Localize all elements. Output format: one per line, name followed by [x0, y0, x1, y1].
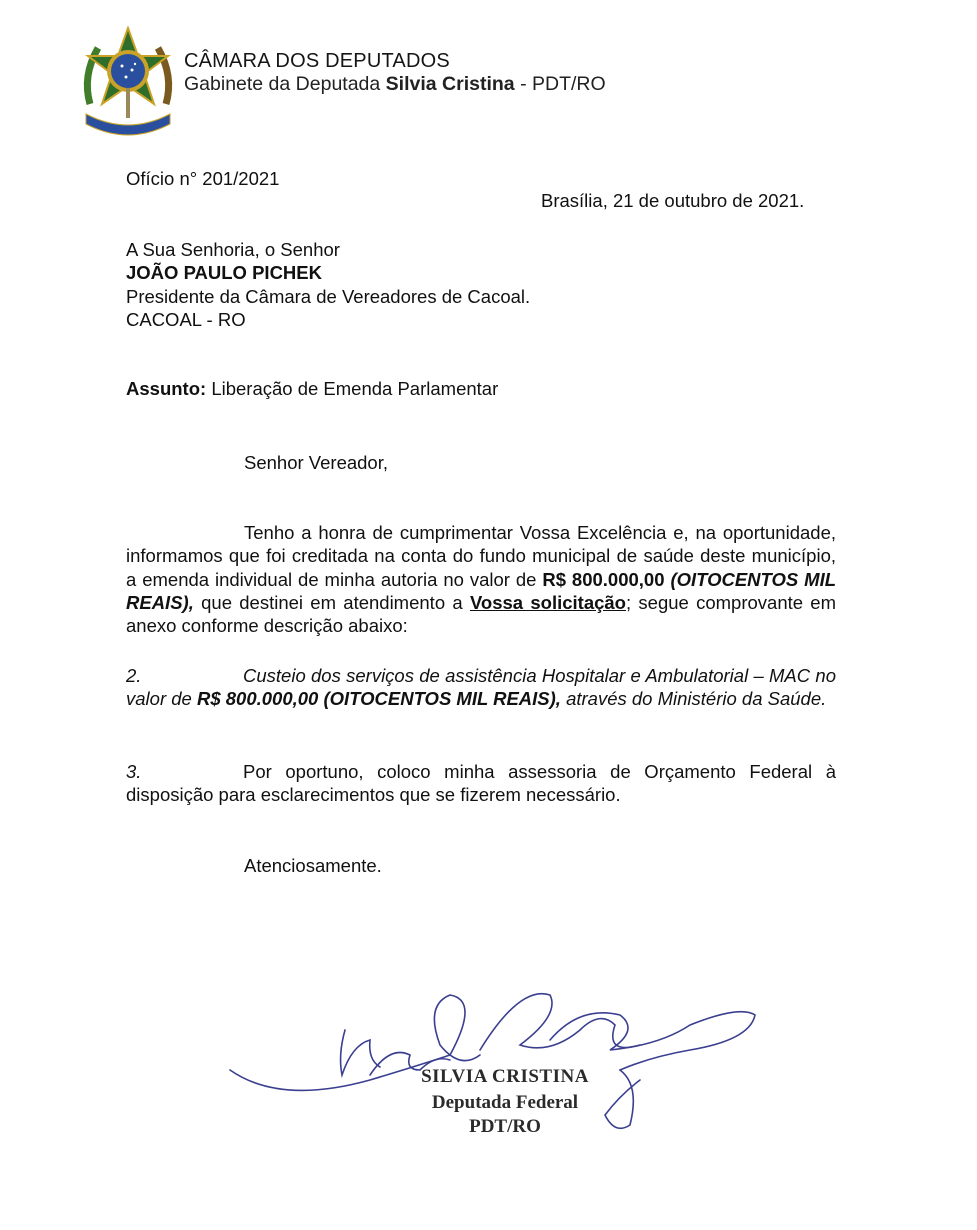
item-2-text-start: Custeio dos serviços de assistência Hospitalar e Ambulatorial – MAC no valor de	[126, 665, 836, 710]
signatory-role: Deputada Federal	[431, 1092, 579, 1113]
subject-line	[126, 377, 498, 400]
item-3	[126, 760, 836, 807]
chamber-title: CÂMARA DOS DEPUTADOS	[184, 50, 450, 72]
p1-middle: que destinei em atendimento a	[201, 591, 463, 613]
signatory-party: PDT/RO	[469, 1116, 541, 1137]
party-suffix: - PDT/RO	[520, 73, 606, 95]
item-2-number: 2.	[126, 665, 142, 686]
body-paragraph	[126, 521, 836, 637]
item-3-text: Por oportuno, coloco minha assessoria de Orçamento Federal à disposição para esclarecimentos que se fizerem necessário.	[126, 761, 836, 806]
p1-end: ; segue comprovante em anexo conforme descrição abaixo:	[126, 591, 837, 637]
brazil-coat-of-arms-icon	[78, 26, 178, 138]
item-2	[126, 664, 836, 711]
signatory-name: SILVIA CRISTINA	[421, 1066, 589, 1087]
p1-start: Tenho a honra de cumprimentar Vossa Excelência e, na oportunidade, informamos que foi creditada na conta do fundo municipal de saúde deste município, a emenda individual de minha autoria no valor de	[126, 522, 836, 590]
p1-amount-words: (OITOCENTOS MIL REAIS),	[126, 568, 837, 613]
recipient-salutation: A Sua Senhoria, o Senhor	[126, 239, 340, 260]
greeting: Senhor Vereador,	[244, 452, 388, 473]
p1-amount: R$ 800.000,00	[542, 568, 665, 590]
recipient-city: CACOAL - RO	[126, 309, 246, 330]
deputy-name: Silvia Cristina	[385, 73, 515, 95]
subject-label: Assunto:	[126, 378, 207, 399]
office-prefix: Gabinete da Deputada	[184, 73, 381, 95]
item-2-amount: R$ 800.000,00 (OITOCENTOS MIL REAIS),	[196, 688, 561, 710]
request-reference: Vossa solicitação	[469, 591, 626, 613]
place-date: Brasília, 21 de outubro de 2021.	[541, 190, 805, 211]
coat-of-arms-emblem	[78, 26, 178, 138]
closing: Atenciosamente.	[244, 855, 382, 876]
item-2-text-end: através do Ministério da Saúde.	[566, 688, 827, 710]
subject-text: Liberação de Emenda Parlamentar	[211, 378, 499, 399]
item-3-number: 3.	[126, 761, 142, 782]
office-subtitle	[184, 73, 606, 96]
recipient-title: Presidente da Câmara de Vereadores de Cacoal.	[126, 286, 531, 307]
letter-number: Ofício n° 201/2021	[126, 168, 280, 189]
recipient-name: JOÃO PAULO PICHEK	[126, 262, 322, 283]
